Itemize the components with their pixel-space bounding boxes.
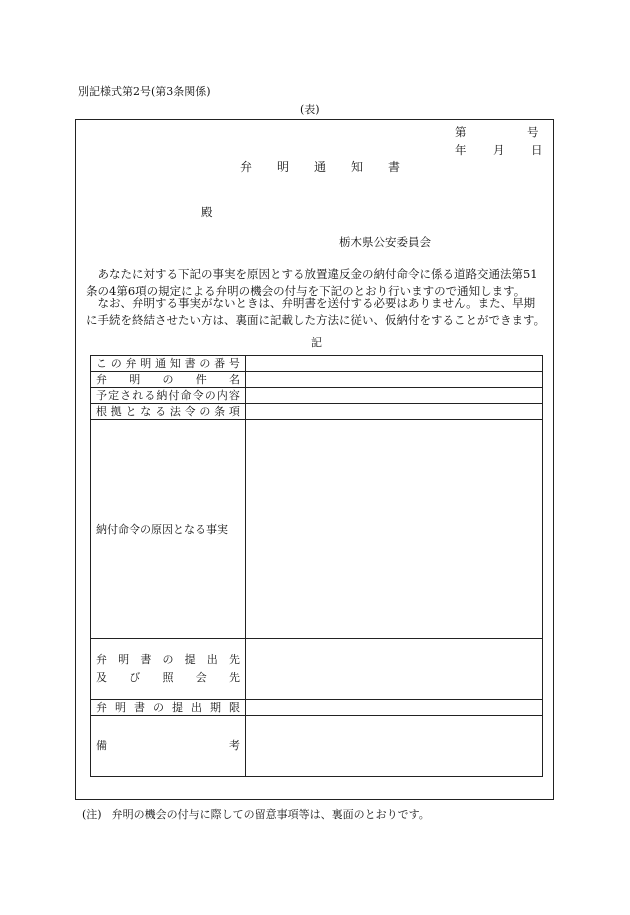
row-label bbox=[91, 356, 246, 372]
ki-heading: 記 bbox=[311, 336, 322, 349]
label-char: 通 bbox=[155, 356, 167, 370]
label-char: の bbox=[204, 388, 216, 402]
number-suffix: 号 bbox=[527, 125, 539, 139]
label-char: の bbox=[199, 404, 211, 418]
label-char: 書 bbox=[140, 653, 152, 666]
date-month: 月 bbox=[493, 143, 505, 157]
label-char: 法 bbox=[169, 404, 181, 418]
label-line bbox=[96, 389, 240, 403]
label-char: 件 bbox=[195, 372, 207, 386]
footnote bbox=[82, 809, 430, 820]
label-char: 書 bbox=[184, 356, 196, 370]
label-char: 及 bbox=[96, 671, 107, 684]
notice-paragraph-2 bbox=[86, 295, 546, 329]
label-char: の bbox=[199, 356, 211, 370]
label-char: 令 bbox=[184, 404, 196, 418]
planned-order-row bbox=[91, 388, 543, 404]
label-char: 明 bbox=[118, 653, 130, 666]
label-char: 会 bbox=[195, 671, 207, 684]
legal-basis-row bbox=[91, 404, 543, 420]
label-char: こ bbox=[96, 356, 107, 370]
label-char: の bbox=[110, 356, 122, 370]
number-prefix: 第 bbox=[455, 125, 467, 139]
label-char: 弁 bbox=[96, 653, 107, 666]
label-char: の bbox=[162, 653, 174, 666]
row-value-cell bbox=[246, 420, 543, 639]
label-char: 考 bbox=[229, 739, 240, 752]
label-char: 明 bbox=[140, 356, 152, 370]
document-title: 弁明通知書 bbox=[240, 160, 426, 174]
label-char: 項 bbox=[228, 404, 240, 418]
label-char: の bbox=[162, 372, 174, 386]
label-char: 照 bbox=[162, 671, 174, 684]
submission-destination-row bbox=[91, 639, 543, 700]
label-char: 弁 bbox=[96, 700, 107, 714]
label-char: 令 bbox=[192, 388, 204, 402]
form-label: 別記様式第2号(第3条関係) bbox=[78, 85, 211, 98]
label-line bbox=[96, 373, 240, 387]
item-table bbox=[90, 355, 543, 777]
label-line bbox=[96, 671, 240, 685]
addressee-suffix: 殿 bbox=[201, 205, 213, 219]
label-line bbox=[96, 405, 240, 419]
label-char: 納 bbox=[156, 388, 168, 402]
label-line bbox=[96, 357, 240, 371]
order-cause-row bbox=[91, 420, 543, 639]
label-char: 知 bbox=[169, 356, 181, 370]
row-value-cell bbox=[246, 639, 543, 700]
label-char: 条 bbox=[214, 404, 226, 418]
paragraph-1-text: あなたに対する下記の事実を原因とする放置違反金の納付命令に係る道路交通法第51条の4第6項の規定による弁明の機会の付与を下記のとおり行いますので通知します。 bbox=[86, 267, 538, 298]
label-char: な bbox=[140, 404, 152, 418]
row-label bbox=[91, 639, 246, 700]
label-char: 命 bbox=[180, 388, 192, 402]
row-label bbox=[91, 700, 246, 716]
label-char: 根 bbox=[96, 404, 107, 418]
label-char: 出 bbox=[206, 653, 218, 666]
label-char: 先 bbox=[228, 653, 240, 666]
label-char: 予 bbox=[96, 388, 107, 402]
date-day: 日 bbox=[531, 143, 543, 157]
label-char: 提 bbox=[184, 653, 196, 666]
row-value-cell bbox=[246, 356, 543, 372]
row-value-cell bbox=[246, 700, 543, 716]
label-char: 弁 bbox=[125, 356, 137, 370]
label-char: 提 bbox=[172, 700, 183, 714]
row-value-cell bbox=[246, 404, 543, 420]
row-value-cell bbox=[246, 372, 543, 388]
submission-deadline-row bbox=[91, 700, 543, 716]
label-char: 名 bbox=[229, 372, 240, 386]
label-char: 書 bbox=[134, 700, 145, 714]
date-year: 年 bbox=[455, 143, 467, 157]
side-label: (表) bbox=[300, 103, 320, 116]
label-char: さ bbox=[120, 388, 132, 402]
footnote-marker: (注) bbox=[82, 808, 102, 821]
label-char: る bbox=[155, 404, 167, 418]
label-char: る bbox=[144, 388, 156, 402]
label-text: 納付命令の原因となる事実 bbox=[96, 523, 228, 536]
row-label bbox=[91, 420, 246, 639]
footnote-text: 弁明の機会の付与に際しての留意事項等は、裏面のとおりです。 bbox=[111, 808, 430, 821]
issuer-name: 栃木県公安委員会 bbox=[339, 235, 431, 249]
row-label bbox=[91, 388, 246, 404]
row-label bbox=[91, 372, 246, 388]
label-char: 定 bbox=[108, 388, 120, 402]
row-label bbox=[91, 404, 246, 420]
label-line bbox=[96, 653, 240, 667]
label-char: 弁 bbox=[96, 372, 107, 386]
label-char: 期 bbox=[210, 700, 221, 714]
label-char: れ bbox=[132, 388, 144, 402]
row-value-cell bbox=[246, 716, 543, 777]
label-char: 備 bbox=[96, 739, 107, 752]
label-char: 容 bbox=[228, 388, 240, 402]
notice-date bbox=[455, 143, 543, 157]
label-char: 号 bbox=[228, 356, 240, 370]
label-line bbox=[96, 701, 240, 715]
label-char: 拠 bbox=[110, 404, 122, 418]
row-value-cell bbox=[246, 388, 543, 404]
paragraph-2-text: なお、弁明する事実がないときは、弁明書を送付する必要はありません。また、早期に手続を終結させたい方は、裏面に記載した方法に従い、仮納付をすることができます。 bbox=[86, 296, 546, 327]
label-char: び bbox=[129, 671, 141, 684]
label-char: 付 bbox=[168, 388, 180, 402]
label-char: 先 bbox=[229, 671, 240, 684]
label-char: 出 bbox=[191, 700, 202, 714]
remarks-row bbox=[91, 716, 543, 777]
label-line bbox=[96, 739, 240, 753]
label-char: 明 bbox=[115, 700, 126, 714]
label-char: の bbox=[153, 700, 164, 714]
label-char: 番 bbox=[214, 356, 226, 370]
label-char: 限 bbox=[229, 700, 240, 714]
row-label bbox=[91, 716, 246, 777]
label-char: 内 bbox=[216, 388, 228, 402]
case-name-row bbox=[91, 372, 543, 388]
label-char: と bbox=[125, 404, 137, 418]
label-char: 明 bbox=[129, 372, 141, 386]
notice-number bbox=[455, 125, 539, 139]
notice-number-row bbox=[91, 356, 543, 372]
